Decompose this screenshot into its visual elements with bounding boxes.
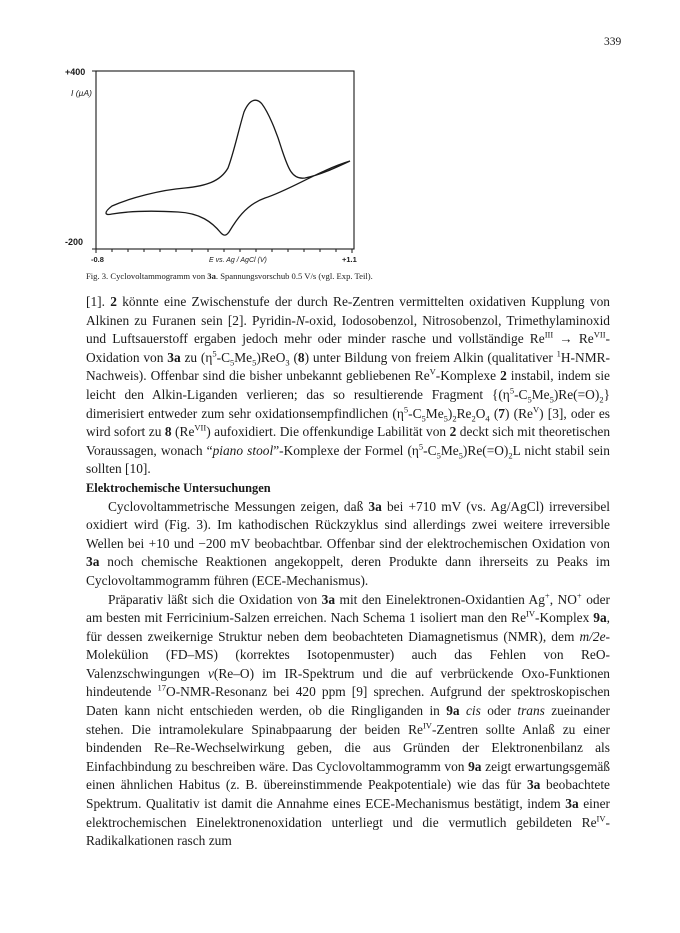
caption-fig-label: Fig. 3.	[86, 271, 109, 281]
page-number: 339	[604, 36, 622, 48]
y-bottom-label: -200	[65, 237, 84, 247]
caption-compound: 3a	[207, 271, 216, 281]
plot-frame	[96, 71, 354, 249]
x-right-label: +1.1	[342, 255, 357, 264]
body-text	[86, 293, 610, 851]
paragraph-3: Präparativ läßt sich die Oxidation von 3a mit den Einelektronen-Oxidantien Ag+, NO+ oder am besten mit Ferricinium-Salzen erreichen. Nach Schema 1 isoliert man den $Re^{IV}$-Komplex 9a, für dessen zweikernige Struktur neben dem beobachteten Diamagnetismus (NMR), dem m/2e-Molekülion (FD–MS) (korrektes Isotopenmuster) auch das Fehlen von ReO-Valenzschwingungen ν(Re–O) im IR-Spektrum und die auf verbrückende Oxo-Funktionen hindeutende $^{17}$O-NMR-Resonanz bei 420 ppm [9] sprechen. Aufgrund der spektroskopischen Daten kann nicht entschieden werden, ob die Ringliganden in 9a cis oder trans zueinander stehen. Die intramolekulare Spinabpaarung der beiden $Re^{IV}$-Zentren sollte Anlaß zu einer bindenden Re–Re-Wechselwirkung geben, die aus Gründen der Elektronenbilanz als Einfachbindung zu beschreiben wäre. Das Cyclovoltammogramm von 9a zeigt erwartungsgemäß einen ähnlichen Habitus (z. B. übereinstimmende Peakpotentiale) wie das für 3a beobachtete Spektrum. Qualitativ ist damit die Annahme eines ECE-Mechanismus bestätigt, indem 3a einer elektrochemischen Einelektronenoxidation unterliegt und die vermutlich gebildeten $Re^{IV}$-Radikalkationen rasch zum	[86, 590, 610, 849]
x-axis-ticks	[96, 249, 352, 253]
paragraph-1: [1]. 2 könnte eine Zwischenstufe der durch Re-Zentren vermittelten oxidativen Kupplung von Alkinen zu Furanen sein [2]. Pyridin-N-oxid, Iodosobenzol, Nitrosobenzol, Trimethylaminoxid und Luftsauerstoff ergaben jedoch mehr oder minder rasche und vollständige $Re^{III}$ → $Re^{VII}$-Oxidation von 3a zu $(\eta^5-C_5Me_5)ReO_3$ (8) unter Bildung von freiem Alkin (qualitativer $^1$H-NMR-Nachweis). Offenbar sind die bisher unbekannt gebliebenen $Re^V$-Komplexe 2 instabil, indem sie leicht den Alkin-Liganden verlieren; das so resultierende Fragment $\{(\eta^5-C_5Me_5)Re(=O)_2\}$ dimerisiert entweder zum sehr oxidationsempfindlichen $(\eta^5-C_5Me_5)_2Re_2O_4$ (7) $(Re^V)$ [3], oder es wird sofort zu 8 $(Re^{VII})$ aufoxidiert. Die offenkundige Labilität von 2 deckt sich mit theoretischen Voraussagen, wonach “piano stool”-Komplexe der Formel $(\eta^5-C_5Me_5)Re(=O)_2L$ nicht stabil sein sollten [10].	[86, 294, 611, 477]
y-top-label: +400	[65, 67, 86, 77]
x-axis-label: E vs. Ag / AgCl (V)	[209, 257, 267, 264]
caption-text-after: . Spannungsvorschub 0.5 V/s (vgl. Exp. Teil).	[215, 271, 373, 281]
paragraph-2: Cyclovoltammetrische Messungen zeigen, daß 3a bei +710 mV (vs. Ag/AgCl) irreversibel oxidiert wird (Fig. 3). Im kathodischen Rückzyklus sind allerdings zwei weitere irreversible Wellen bei +10 und −200 mV beobachtbar. Offenbar sind der elektrochemischen Oxidation von 3a noch chemische Reaktionen angekoppelt, deren Produkte dann ihrerseits zu Peaks im Cyclovoltammogramm führen (ECE-Mechanismus).	[86, 498, 610, 588]
x-left-label: -0.8	[91, 255, 104, 264]
section-heading: Elektrochemische Untersuchungen	[86, 480, 271, 495]
y-axis-label: I (µA)	[71, 88, 92, 98]
figure-caption	[86, 271, 606, 281]
cv-curve	[106, 100, 350, 235]
caption-text-before: Cyclovoltammogramm von	[110, 271, 208, 281]
cyclic-voltammogram-figure	[0, 0, 680, 270]
